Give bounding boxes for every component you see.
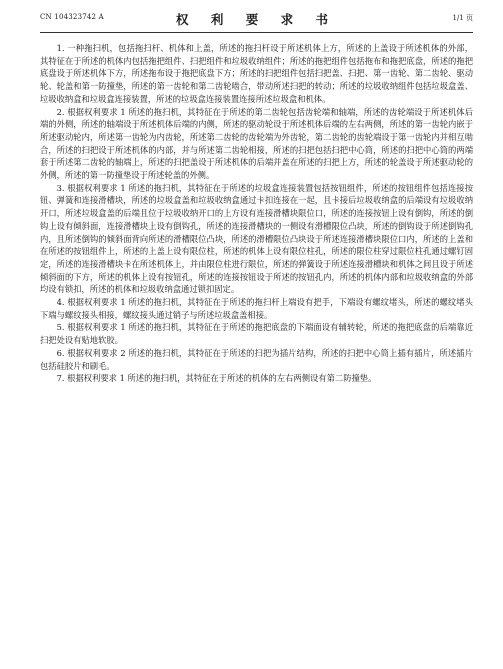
page-header [40, 10, 473, 30]
claim-1: 1. 一种拖扫机，包括拖扫杆、机体和上盖，所述的拖扫杆设于所述机体上方，所述的上盖设于所述机体的外部，其特征在于所述的机体内包括拖把组件、扫把组件和垃圾收纳组件；所述的拖把组件包括拖布和拖把底盘，所述的拖把底盘设于所述机体下方，所述拖布设于拖把底盘下方；所述的扫把组件包括扫把盖、扫把、第一齿轮、第二齿轮、驱动轮、轮盖和第一防撞垫，所述的第一齿轮和第二齿轮啮合，带动所述扫把的转动；所述的垃圾收纳组件包括垃圾盒盖、垃圾收纳盒和垃圾盒连接装置，所述的垃圾盒连接装置连接所述垃圾盒和机体。 [40, 43, 473, 104]
header-divider [40, 32, 473, 33]
claim-4: 4. 根据权利要求 1 所述的拖扫机，其特征在于所述的拖扫杆上端设有把手，下端设有螺纹堵头，所述的螺纹堵头下端与螺纹接头相接，螺纹接头通过销子与所述垃圾盒盖相接。 [40, 297, 473, 320]
claim-7: 7. 根据权利要求 1 所述的拖扫机，其特征在于所述的机体的左右两侧设有第二防撞垫。 [56, 373, 377, 384]
page-number: 1/1 页 [452, 14, 473, 22]
claim-5: 5. 根据权利要求 1 所述的拖扫机，其特征在于所述的拖把底盘的下端面设有辅转轮，所述的拖把底盘的后端靠近扫把处设有贴地软胶。 [40, 322, 473, 346]
document-title: 权 利 要 求 书 [176, 12, 337, 27]
claim-3: 3. 根据权利要求 1 所述的拖扫机，其特征在于所述的垃圾盒连接装置包括按钮组件，所述的按钮组件包括连接按钮、弹簧和连接滑槽块，所述的垃圾盒盖和垃圾收纳盒通过卡扣连接在一起，且卡接后垃圾收纳盒的后端设有垃圾收纳开口，所述垃圾盒盖的后端且位于垃圾收纳开口的上方设有连接滑槽块限位口，所述的连接按钮上设有倒钩，所述的倒钩上设有倾斜面，连接滑槽块上设有倒钩孔，所述的连接滑槽块的一侧设有滑槽限位凸块，所述的倒钩设于所述倒钩孔内，且所述倒钩的倾斜面背向所述的滑槽限位凸块，所述的滑槽限位凸块设于所述连接滑槽块限位口内，所述的上盖和在所述的按钮组件上，所述的上盖上设有限位柱，所述的机体上设有限位柱孔，所述的限位柱穿过限位柱孔通过螺钉固定，所述的连接滑槽块卡在所述机体上，并由限位柱进行限位，所述的弹簧设于所述连接滑槽块和机体之间且设于所述倾斜面的下方，所述的机体上设有按钮孔，所述的连接按钮设于所述的按钮孔内，所述的机体内部和垃圾收纳盒的外部均设有锁扣，所述的机体和垃圾收纳盒通过锁扣固定。 [40, 182, 473, 295]
claims-body [40, 42, 473, 385]
claim-6: 6. 根据权利要求 2 所述的拖扫机，其特征在于所述的扫把为插片结构，所述的扫把中心筒上插有插片，所述插片包括硅胶片和刷毛。 [40, 347, 473, 371]
publication-number: CN 104323742 A [40, 13, 104, 21]
claim-2: 2. 根据权利要求 1 所述的拖扫机，其特征在于所述的第二齿轮包括齿轮端和轴端，所述的齿轮端设于所述机体后端的外侧，所述的轴端设于所述机体后端的内侧，所述的驱动轮设于所述机体后端的左右两侧，所述的第一齿轮内嵌于所述驱动轮内，所述第一齿轮为内齿轮，所述第二齿轮的齿轮端为外齿轮，第二齿轮的齿轮端设于第一齿轮内并相互啮合，所述的扫把设于所述机体的内部，并与所述第二齿轮相接，所述的扫把包括扫把中心筒，所述的扫把中心筒的两端套于所述第二齿轮的轴端上，所述的扫把盖设于所述机体的后端并盖在所述的扫把上方，所述的轮盖设于所述驱动轮的外侧，所述的第一防撞垫设于所述轮盖的外侧。 [40, 106, 473, 181]
